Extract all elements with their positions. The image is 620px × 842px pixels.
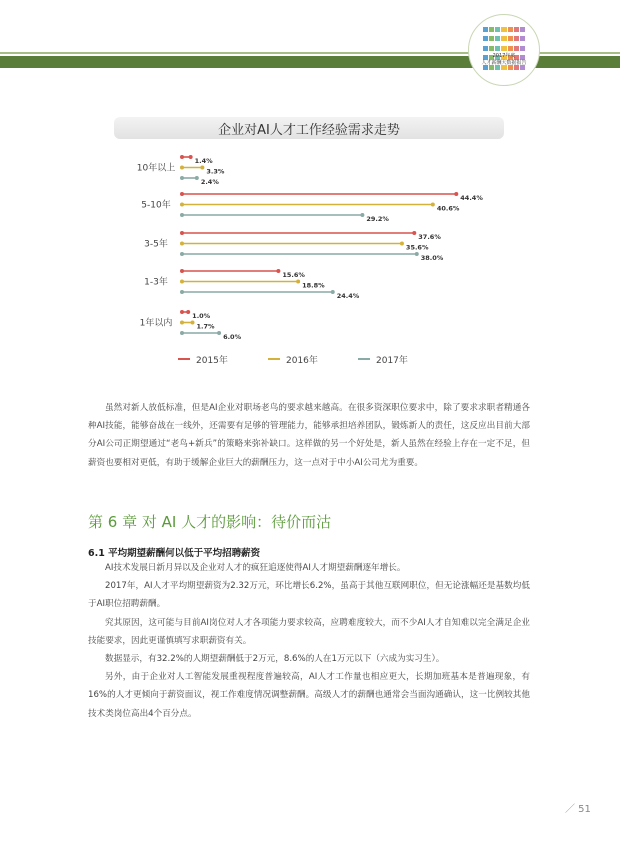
legend-label: 2015年: [196, 356, 228, 366]
bar-end-dot: [200, 166, 204, 170]
bar-start-dot: [180, 269, 184, 273]
category-label: 1-3年: [144, 277, 168, 288]
data-label: 1.0%: [192, 312, 211, 320]
data-label: 3.3%: [206, 167, 225, 176]
chart-title: 企业对AI人才工作经验需求走势: [218, 123, 400, 138]
data-label: 18.8%: [302, 281, 325, 290]
data-label: 15.6%: [282, 271, 305, 279]
bar-end-dot: [415, 252, 419, 256]
paragraph: 虽然对新人放低标准，但是AI企业对职场老鸟的要求越来越高。在很多资深职位要求中，除了要求求职者精通各种AI技能，能够奋战在一线外，还需要有足够的管理能力，能够承担培养团队，锻炼新人的责任，这反应出目前大部分AI公司正期望通过“老鸟+新兵”的策略来弥补缺口。这样做的另一个好处是，新人虽然在经验上存在一定不足，但薪资也要相对更低，有助于缓解企业巨大的薪酬压力，这一点对于中小AI公司尤为重要。: [88, 403, 530, 468]
badge-grid-cell: [520, 46, 525, 51]
data-label: 35.6%: [405, 243, 429, 252]
bar-end-dot: [331, 290, 335, 294]
report-badge-logo: [468, 14, 540, 86]
badge-grid-cell: [501, 27, 506, 32]
bar-start-dot: [180, 231, 184, 235]
paragraph: 另外，由于企业对人工智能发展重视程度普遍较高，AI人才工作量也相应更大，长期加班基本是普遍现象，有16%的人才更倾向于薪资面议，视工作难度情况调整薪酬。高级人才的薪酬也通常会当面沟通确认，这一比例较其他技术类岗位高出4个百分点。: [88, 672, 530, 719]
bar-end-dot: [195, 176, 199, 180]
bar-start-dot: [180, 331, 184, 335]
paragraph: 数据显示，有32.2%的人期望薪酬低于2万元，8.6%的人在1万元以下（六成为实习生）。: [105, 654, 445, 665]
bar-end-dot: [217, 331, 221, 335]
bar-start-dot: [180, 166, 184, 170]
badge-grid-cell: [508, 27, 513, 32]
badge-grid-cell: [483, 46, 488, 51]
data-label: 1.7%: [196, 322, 215, 331]
bar-end-dot: [189, 155, 193, 159]
badge-grid-cell: [501, 36, 506, 41]
bar-start-dot: [180, 290, 184, 294]
badge-text-year: 2017年度: [492, 53, 516, 59]
badge-grid-cell: [514, 27, 519, 32]
badge-grid-cell: [514, 36, 519, 41]
badge-grid-cell: [495, 36, 500, 41]
bar-start-dot: [180, 203, 184, 207]
data-label: 40.6%: [436, 204, 460, 213]
badge-grid-cell: [508, 36, 513, 41]
data-label: 38.0%: [420, 254, 444, 262]
badge-text-title: 人才薪酬大数据报告: [481, 60, 527, 66]
badge-grid-cell: [495, 27, 500, 32]
data-label: 24.4%: [336, 292, 360, 300]
bar-end-dot: [186, 310, 190, 314]
category-label: 1年以内: [139, 318, 173, 329]
body-section-2: [88, 559, 530, 723]
bar-start-dot: [180, 310, 184, 314]
bar-end-dot: [191, 321, 195, 325]
paragraph: 究其原因，这可能与目前AI岗位对人才各项能力要求较高，应聘难度较大，而不少AI人才自知难以完全满足企业技能要求，因此更谨慎填写求职薪资有关。: [88, 617, 530, 646]
section-heading: 6.1 平均期望薪酬何以低于平均招聘薪资: [88, 548, 261, 559]
badge-grid-cell: [520, 27, 525, 32]
category-label: 10年以上: [136, 163, 176, 174]
legend-label: 2017年: [376, 356, 408, 366]
bar-start-dot: [180, 155, 184, 159]
badge-grid-cell: [508, 46, 513, 51]
body-section-1: [88, 399, 530, 472]
badge-grid-cell: [520, 36, 525, 41]
bar-end-dot: [431, 203, 435, 207]
data-label: 44.4%: [460, 194, 483, 202]
bar-start-dot: [180, 192, 184, 196]
badge-grid-cell: [501, 46, 506, 51]
badge-grid-cell: [489, 36, 494, 41]
badge-grid-cell: [489, 27, 494, 32]
bar-start-dot: [180, 242, 184, 246]
chapter-heading: 第 6 章 对 AI 人才的影响：待价而沽: [88, 513, 332, 531]
data-label: 6.0%: [223, 333, 242, 341]
paragraph: AI技术发展日新月异以及企业对人才的疯狂追逐使得AI人才期望薪酬逐年增长。: [105, 563, 406, 573]
bar-end-dot: [296, 280, 300, 284]
bar-start-dot: [180, 321, 184, 325]
category-label: 3-5年: [144, 239, 168, 250]
bar-start-dot: [180, 213, 184, 217]
experience-demand-chart: [110, 145, 500, 377]
badge-color-grid: [483, 27, 525, 73]
bar-end-dot: [400, 242, 404, 246]
legend-label: 2016年: [286, 356, 318, 366]
data-label: 37.6%: [418, 233, 441, 241]
badge-grid-cell: [514, 46, 519, 51]
badge-grid-cell: [495, 46, 500, 51]
badge-grid-cell: [483, 27, 488, 32]
bar-end-dot: [454, 192, 458, 196]
bar-start-dot: [180, 280, 184, 284]
badge-grid-cell: [483, 36, 488, 41]
bar-start-dot: [180, 176, 184, 180]
data-label: 29.2%: [366, 215, 389, 223]
data-label: 1.4%: [194, 157, 213, 165]
bar-start-dot: [180, 252, 184, 256]
bar-end-dot: [412, 231, 416, 235]
category-label: 5-10年: [141, 200, 171, 211]
badge-grid-cell: [489, 46, 494, 51]
bar-end-dot: [276, 269, 280, 273]
paragraph: 2017年，AI人才平均期望薪资为2.32万元，环比增长6.2%，虽高于其他互联网职位，但无论涨幅还是基数均低于AI职位招聘薪酬。: [88, 581, 530, 610]
page-number: ／ 51: [565, 804, 591, 815]
bar-end-dot: [360, 213, 364, 217]
data-label: 2.4%: [200, 178, 219, 186]
